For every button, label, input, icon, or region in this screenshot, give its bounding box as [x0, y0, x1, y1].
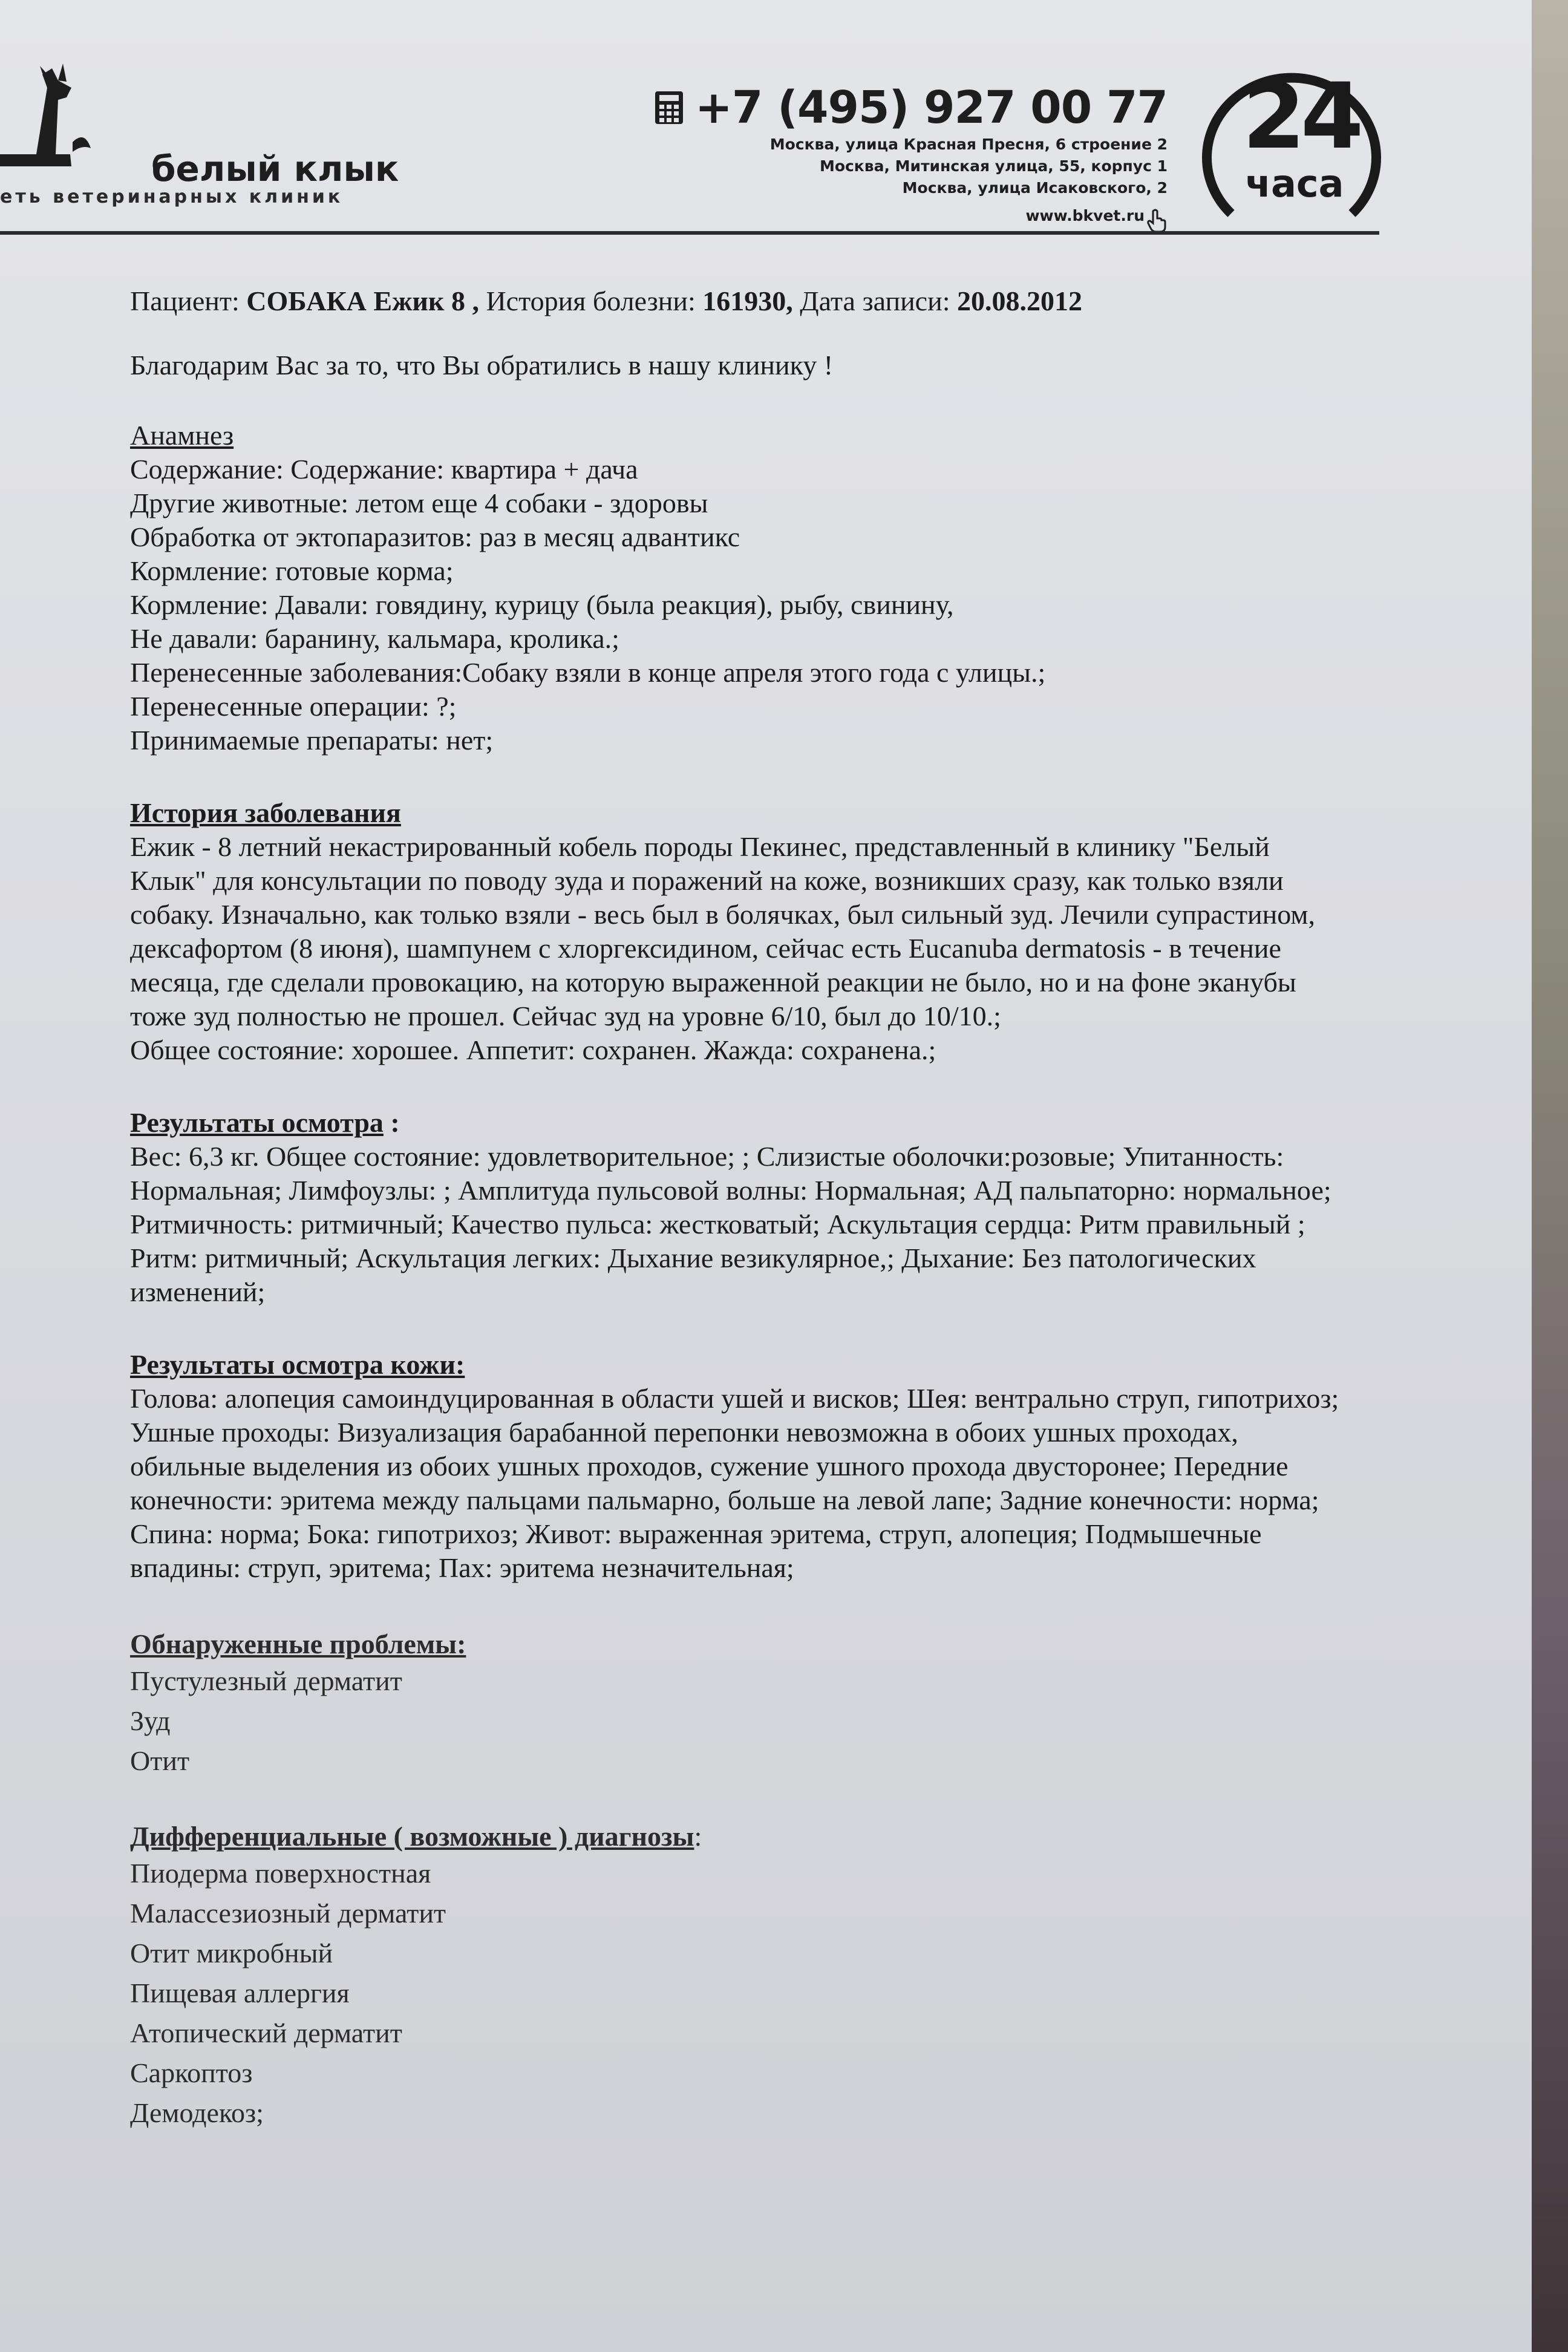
background-edge — [1532, 0, 1568, 2352]
problem-item: Отит — [130, 1745, 190, 1776]
anamnesis-line: Кормление: Давали: говядину, курицу (была реакция), рыбу, свинину, — [130, 589, 954, 620]
skin-exam-title: Результаты осмотра кожи: — [130, 1349, 465, 1380]
differential-item: Пищевая аллергия — [130, 1978, 350, 2008]
history-number: 161930, — [702, 286, 793, 316]
badge-number: 24 — [1242, 64, 1359, 169]
phone-icon — [654, 90, 684, 125]
greeting: Благодарим Вас за то, что Вы обратились в нашу клинику ! — [130, 350, 834, 381]
anamnesis-line: Перенесенные операции: ?; — [130, 691, 457, 722]
skin-exam-line: Ушные проходы: Визуализация барабанной перепонки невозможна в обоих ушных проходах, — [130, 1417, 1238, 1448]
clinic-website: www.bkvet.ru — [1025, 207, 1145, 224]
anamnesis-line: Кормление: готовые корма; — [130, 555, 454, 586]
history-line: Клык" для консультации по поводу зуда и поражений на коже, возникших сразу, как только взяли — [130, 865, 1284, 896]
anamnesis-line: Содержание: Содержание: квартира + дача — [130, 454, 638, 485]
problem-item: Пустулезный дерматит — [130, 1665, 402, 1696]
differential-item: Демодекоз; — [130, 2097, 264, 2128]
differentials-title: Дифференциальные ( возможные ) диагнозы — [130, 1821, 694, 1852]
problems-title: Обнаруженные проблемы: — [130, 1628, 466, 1659]
history-line: Ежик - 8 летний некастрированный кобель породы Пекинес, представленный в клинику "Белый — [130, 831, 1270, 862]
exam-line: Ритм: ритмичный; Аскультация легких: Дыхание везикулярное,; Дыхание: Без патологических — [130, 1243, 1256, 1273]
dog-logo-icon — [0, 64, 115, 178]
exam-title: Результаты осмотра — [130, 1107, 384, 1138]
anamnesis-line: Принимаемые препараты: нет; — [130, 725, 494, 756]
patient-name: СОБАКА Ежик 8 , — [246, 286, 479, 316]
date-label: Дата записи: — [792, 286, 950, 316]
clinic-contacts — [654, 82, 1168, 233]
differential-item: Атопический дерматит — [130, 2017, 402, 2048]
clinic-address-3: Москва, улица Исаковского, 2 — [902, 179, 1168, 197]
exam-line: изменений; — [130, 1276, 266, 1307]
history-title: История заболевания — [130, 797, 401, 828]
skin-exam-line: обильные выделения из обоих ушных проходов, сужение ушного прохода двусторонее; Передние — [130, 1451, 1289, 1481]
clinic-phone: +7 (495) 927 00 77 — [694, 82, 1168, 134]
differential-item: Малассезиозный дерматит — [130, 1898, 446, 1929]
record-date: 20.08.2012 — [950, 286, 1082, 316]
anamnesis-line: Перенесенные заболевания:Собаку взяли в конце апреля этого года с улицы.; — [130, 657, 1046, 688]
hand-cursor-icon — [1147, 209, 1168, 233]
exam-title-suffix: : — [383, 1107, 400, 1138]
anamnesis-section — [130, 419, 1509, 757]
skin-exam-line: Спина: норма; Бока: гипотрихоз; Живот: выраженная эритема, струп, алопеция; Подмышечные — [130, 1518, 1262, 1549]
exam-line: Ритмичность: ритмичный; Качество пульса: жестковатый; Аскультация сердца: Ритм правильный ; — [130, 1209, 1305, 1240]
history-label: История болезни: — [479, 286, 696, 316]
badge-word: часа — [1245, 162, 1344, 206]
header-divider — [0, 231, 1379, 235]
history-line: месяца, где сделали провокацию, на которую выраженной реакции не было, но и на фоне эканубы — [130, 967, 1296, 998]
patient-label: Пациент: — [130, 286, 240, 316]
document-body — [130, 284, 1509, 2133]
anamnesis-line: Не давали: баранину, кальмара, кролика.; — [130, 623, 619, 654]
anamnesis-title: Анамнез — [130, 420, 234, 451]
history-line: тоже зуд полностью не прошел. Сейчас зуд на уровне 6/10, был до 10/10.; — [130, 1001, 1001, 1031]
patient-line — [130, 284, 1509, 318]
differential-item: Саркоптоз — [130, 2057, 253, 2088]
skin-exam-line: конечности: эритема между пальцами пальмарно, больше на левой лапе; Задние конечности: норма; — [130, 1485, 1319, 1515]
problem-item: Зуд — [130, 1705, 171, 1736]
history-line: собаку. Изначально, как только взяли - весь был в болячках, был сильный зуд. Лечили супрастином, — [130, 899, 1316, 930]
clinic-name: белый клык — [151, 148, 399, 189]
history-line: Общее состояние: хорошее. Аппетит: сохранен. Жажда: сохранена.; — [130, 1034, 936, 1065]
skin-exam-section — [130, 1348, 1509, 1585]
clinic-address-1: Москва, улица Красная Пресня, 6 строение 2 — [769, 136, 1168, 153]
exam-line: Нормальная; Лимфоузлы: ; Амплитуда пульсовой волны: Нормальная; АД пальпаторно: нормальное; — [130, 1175, 1331, 1206]
anamnesis-line: Обработка от эктопаразитов: раз в месяц адвантикс — [130, 521, 740, 552]
phone-row — [654, 82, 1168, 134]
anamnesis-line: Другие животные: летом еще 4 собаки - здоровы — [130, 488, 708, 518]
clinic-tagline: еть ветеринарных клиник — [0, 186, 344, 207]
differential-item: Пиодерма поверхностная — [130, 1858, 431, 1889]
skin-exam-line: впадины: струп, эритема; Пах: эритема незначительная; — [130, 1552, 794, 1583]
skin-exam-line: Голова: алопеция самоиндуцированная в области ушей и висков; Шея: вентрально струп, гипотрихоз; — [130, 1383, 1339, 1414]
history-section — [130, 796, 1509, 1067]
differentials-section — [130, 1820, 1509, 2133]
exam-section — [130, 1106, 1509, 1309]
website-row — [654, 199, 1168, 233]
clinic-address-2: Москва, Митинская улица, 55, корпус 1 — [819, 157, 1168, 175]
differentials-title-suffix: : — [694, 1821, 702, 1852]
history-line: дексафортом (8 июня), шампунем с хлоргексидином, сейчас есть Eucanuba dermatosis - в течение — [130, 933, 1281, 964]
exam-line: Вес: 6,3 кг. Общее состояние: удовлетворительное; ; Слизистые оболочки:розовые; Упитанность: — [130, 1141, 1284, 1172]
differential-item: Отит микробный — [130, 1938, 333, 1968]
problems-section — [130, 1627, 1509, 1781]
